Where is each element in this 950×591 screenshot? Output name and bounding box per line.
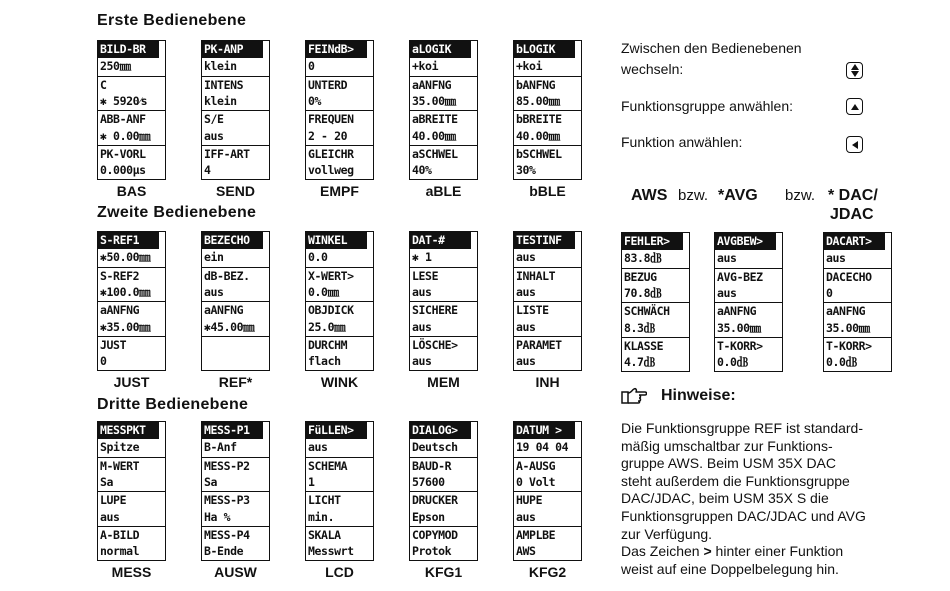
function-name: MESS-P2: [204, 458, 250, 473]
function-value: ein: [204, 249, 224, 264]
function-cell: [202, 457, 269, 492]
panel-label-empf: EMPF: [320, 183, 359, 199]
function-cell: [410, 232, 477, 267]
function-cell: [202, 267, 269, 302]
function-cell: [622, 233, 689, 268]
function-name: KLASSE: [624, 338, 664, 353]
panel-aws: [621, 232, 690, 372]
function-name: dB-BEZ.: [204, 268, 250, 283]
function-name: T-KORR>: [717, 338, 763, 353]
function-name: A-AUSG: [516, 458, 556, 473]
function-name: AVG-BEZ: [717, 269, 763, 284]
function-cell: [715, 268, 782, 303]
function-name: DURCHM: [308, 337, 348, 352]
function-name: ABB-ANF: [100, 112, 146, 127]
function-cell: [98, 145, 165, 180]
panel-inh: [513, 231, 582, 371]
hint-line: zur Verfügung.: [621, 525, 713, 542]
function-cell: [410, 110, 477, 145]
function-name: aANFNG: [717, 304, 757, 319]
panel-bas: [97, 40, 166, 180]
function-value: aus: [516, 319, 536, 334]
function-cell: [514, 145, 581, 180]
function-value: aus: [412, 354, 432, 369]
function-name: S/E: [204, 112, 224, 127]
function-cell: [306, 41, 373, 76]
function-cell: [715, 233, 782, 268]
function-name: DRUCKER: [412, 493, 458, 508]
panel-label-send: SEND: [216, 183, 255, 199]
function-cell: [306, 526, 373, 561]
function-name: PARAMET: [516, 337, 562, 352]
function-cell: [98, 232, 165, 267]
function-cell: [98, 41, 165, 76]
function-value: ✱35.00㎜: [100, 319, 151, 334]
function-name: MESS-P4: [204, 527, 250, 542]
function-value: 250㎜: [100, 58, 131, 73]
function-cell: [410, 491, 477, 526]
panel-kfg1: [409, 421, 478, 561]
hint-line: weist auf eine Doppelbelegung hin.: [621, 560, 839, 577]
dac-label-line1: * DAC/: [828, 187, 878, 204]
panel-label-kfg1: KFG1: [424, 564, 463, 580]
hints-text: [621, 420, 921, 578]
function-name: UNTERD: [308, 77, 348, 92]
function-name: HUPE: [516, 493, 543, 508]
function-name: LUPE: [100, 493, 127, 508]
function-value: +koi: [412, 58, 439, 73]
function-value: 0.0㏈: [826, 355, 857, 370]
function-name: S-REF2: [100, 268, 140, 283]
panel-just: [97, 231, 166, 371]
function-cell: [98, 110, 165, 145]
function-name: GLEICHR: [308, 146, 354, 161]
function-name: BEZUG: [624, 269, 657, 284]
function-value: aus: [516, 354, 536, 369]
function-cell: [306, 301, 373, 336]
nav-switch-levels-line2: wechseln:: [621, 61, 684, 77]
function-value: 0%: [308, 94, 322, 109]
function-name: M-WERT: [100, 458, 140, 473]
nav-select-function: Funktion anwählen:: [621, 134, 743, 150]
function-value: vollweg: [308, 163, 354, 178]
function-value: Ha %: [204, 509, 231, 524]
panel-label-kfg2: KFG2: [528, 564, 567, 580]
function-value: ✱45.00㎜: [204, 319, 255, 334]
panel-label-just: JUST: [113, 374, 150, 390]
function-value: 0: [100, 354, 107, 369]
double-assignment-symbol: >: [703, 543, 712, 560]
function-value: aus: [204, 128, 224, 143]
function-value: Epson: [412, 509, 445, 524]
function-name-selected: MESS-P1: [202, 422, 263, 439]
function-cell: [514, 267, 581, 302]
function-cell: [202, 41, 269, 76]
function-value: aus: [516, 509, 536, 524]
function-name: T-KORR>: [826, 338, 872, 353]
nav-switch-levels-line1: Zwischen den Bedienebenen: [621, 40, 802, 56]
function-value: min.: [308, 509, 335, 524]
function-value: B-Ende: [204, 544, 244, 559]
function-cell: [514, 301, 581, 336]
function-name: SCHEMA: [308, 458, 348, 473]
function-name: bANFNG: [516, 77, 556, 92]
aws-avg-dac-heading: [628, 186, 928, 226]
function-value: aus: [516, 249, 536, 264]
function-value: 83.8㏈: [624, 250, 662, 265]
function-name: C: [100, 77, 107, 92]
function-value: aus: [412, 319, 432, 334]
function-name-selected: WINKEL: [306, 232, 367, 249]
function-cell: [98, 336, 165, 371]
function-value: Sa: [100, 475, 114, 490]
function-value: 35.00㎜: [826, 320, 870, 335]
function-cell: [306, 76, 373, 111]
function-value: ✱ 0.00㎜: [100, 128, 151, 143]
function-value: ✱ 1: [412, 249, 432, 264]
function-value: Messwrt: [308, 544, 354, 559]
function-value: AWS: [516, 544, 536, 559]
function-cell: [514, 336, 581, 371]
function-value: ✱ 5920⁄s: [100, 94, 148, 109]
level-heading-second: Zweite Bedienebene: [97, 204, 257, 221]
function-value: 35.00㎜: [412, 94, 456, 109]
function-name-selected: FüLLEN>: [306, 422, 367, 439]
function-name: PK-VORL: [100, 146, 146, 161]
function-value: 85.00㎜: [516, 94, 560, 109]
function-value: Protok: [412, 544, 452, 559]
function-value: klein: [204, 58, 237, 73]
function-cell: [824, 233, 891, 268]
function-value: 57600: [412, 475, 445, 490]
function-value: 0: [826, 286, 833, 301]
function-cell: [202, 422, 269, 457]
function-cell: [410, 267, 477, 302]
function-name: bBREITE: [516, 112, 562, 127]
hint-line: Funktionsgruppen DAC/JDAC und AVG: [621, 507, 866, 524]
function-value: 2 - 20: [308, 128, 348, 143]
level-heading-third: Dritte Bedienebene: [97, 396, 249, 413]
function-cell: [98, 526, 165, 561]
function-name: BAUD-R: [412, 458, 452, 473]
function-cell: [306, 110, 373, 145]
function-cell: [514, 76, 581, 111]
function-value: 0.0: [308, 249, 328, 264]
avg-label: *AVG: [718, 187, 758, 204]
function-cell: [622, 302, 689, 337]
function-name-selected: TESTINF: [514, 232, 575, 249]
function-cell: [514, 232, 581, 267]
function-value: aus: [412, 285, 432, 300]
function-cell: [410, 526, 477, 561]
function-cell: [824, 268, 891, 303]
function-cell: [202, 232, 269, 267]
function-name: LÖSCHE>: [412, 337, 458, 352]
panel-label-mess: MESS: [111, 564, 152, 580]
function-cell: [622, 268, 689, 303]
panel-ref: [201, 231, 270, 371]
function-cell: [202, 526, 269, 561]
panel-lcd: [305, 421, 374, 561]
panel-label-bas: BAS: [116, 183, 147, 199]
function-cell: [514, 422, 581, 457]
function-name-selected: aLOGIK: [410, 41, 471, 58]
dac-label-line2: JDAC: [830, 206, 874, 223]
function-name: SKALA: [308, 527, 341, 542]
function-value: 0 Volt: [516, 475, 556, 490]
panel-mess: [97, 421, 166, 561]
function-name: MESS-P3: [204, 493, 250, 508]
function-value: [204, 353, 269, 370]
function-name: bSCHWEL: [516, 146, 562, 161]
function-cell: [306, 267, 373, 302]
function-cell: [202, 491, 269, 526]
function-name-selected: PK-ANP: [202, 41, 263, 58]
function-name: aSCHWEL: [412, 146, 458, 161]
hint-line: [621, 543, 921, 561]
hints-heading: [621, 387, 736, 405]
function-name-selected: DIALOG>: [410, 422, 471, 439]
panel-bble: [513, 40, 582, 180]
panel-label-wink: WINK: [320, 374, 359, 390]
function-cell: [824, 302, 891, 337]
function-value: 40.00㎜: [516, 128, 560, 143]
function-cell: [514, 110, 581, 145]
hint-text: Das Zeichen: [621, 543, 704, 560]
function-cell: [202, 301, 269, 336]
function-name-selected: BILD-BR: [98, 41, 159, 58]
function-value: 40.00㎜: [412, 128, 456, 143]
function-cell: [202, 76, 269, 111]
function-name: OBJDICK: [308, 303, 354, 318]
function-value: 19 04 04: [516, 439, 569, 454]
function-value: aus: [204, 285, 224, 300]
panel-empf: [305, 40, 374, 180]
function-cell: [306, 232, 373, 267]
function-name: INHALT: [516, 268, 556, 283]
panel-label-mem: MEM: [427, 374, 460, 390]
up-key-icon: [846, 98, 863, 115]
pointing-hand-icon: [621, 387, 647, 405]
function-name: FREQUEN: [308, 112, 354, 127]
function-value: 25.0㎜: [308, 319, 346, 334]
function-name: LESE: [412, 268, 439, 283]
function-value: 40%: [412, 163, 432, 178]
panel-label-lcd: LCD: [325, 564, 354, 580]
function-cell: [98, 457, 165, 492]
panel-mem: [409, 231, 478, 371]
function-name: DACECHO: [826, 269, 872, 284]
function-value: 4: [204, 163, 211, 178]
panel-label-inh: INH: [535, 374, 560, 390]
function-cell: [202, 336, 269, 371]
hints-heading-text: Hinweise:: [661, 387, 736, 404]
function-cell: [306, 336, 373, 371]
function-name: aANFNG: [204, 303, 244, 318]
function-name: A-BILD: [100, 527, 140, 542]
function-name-selected: bLOGIK: [514, 41, 575, 58]
function-cell: [410, 301, 477, 336]
function-cell: [202, 145, 269, 180]
function-name: aANFNG: [100, 303, 140, 318]
function-cell: [410, 76, 477, 111]
function-cell: [514, 526, 581, 561]
function-value: aus: [516, 285, 536, 300]
function-cell: [98, 76, 165, 111]
function-name-selected: DATUM >: [514, 422, 575, 439]
function-name-selected: BEZECHO: [202, 232, 263, 249]
function-name-selected: DAT-#: [410, 232, 471, 249]
function-name: LISTE: [516, 303, 549, 318]
level-heading-first: Erste Bedienebene: [97, 12, 247, 29]
function-cell: [410, 41, 477, 76]
panel-label-ausw: AUSW: [214, 564, 257, 580]
function-value: ✱50.00㎜: [100, 249, 151, 264]
function-name: aBREITE: [412, 112, 458, 127]
function-name: COPYMOD: [412, 527, 458, 542]
panel-able: [409, 40, 478, 180]
function-cell: [306, 491, 373, 526]
panel-label-ref: REF*: [218, 374, 253, 390]
function-value: 4.7㏈: [624, 355, 655, 370]
function-name-selected: FEINdB>: [306, 41, 367, 58]
nav-select-group: Funktionsgruppe anwählen:: [621, 98, 794, 114]
hint-line: gruppe AWS. Beim USM 35X DAC: [621, 455, 837, 472]
aws-label: AWS: [631, 187, 668, 204]
function-name: SCHWÄCH: [624, 304, 670, 319]
hint-line: Die Funktionsgruppe REF ist standard-: [621, 420, 863, 436]
function-value: aus: [717, 250, 737, 265]
function-value: aus: [100, 509, 120, 524]
function-name: aANFNG: [412, 77, 452, 92]
function-cell: [306, 457, 373, 492]
function-name: aANFNG: [826, 304, 866, 319]
function-name: IFF-ART: [204, 146, 250, 161]
function-value: 0.000µs: [100, 163, 146, 178]
panel-label-bble: bBLE: [529, 183, 566, 199]
function-cell: [98, 301, 165, 336]
function-cell: [715, 337, 782, 372]
function-value: +koi: [516, 58, 543, 73]
hint-line: steht außerdem die Funktionsgruppe: [621, 472, 850, 489]
function-cell: [98, 267, 165, 302]
function-value: B-Anf: [204, 439, 237, 454]
hint-line: DAC/JDAC, beim USM 35X S die: [621, 490, 829, 507]
hint-line: mäßig umschaltbar zur Funktions-: [621, 437, 833, 454]
left-key-icon: [846, 136, 863, 153]
function-value: 35.00㎜: [717, 320, 761, 335]
function-cell: [410, 336, 477, 371]
function-cell: [410, 457, 477, 492]
function-cell: [306, 145, 373, 180]
function-value: Spitze: [100, 439, 140, 454]
function-name-selected: MESSPKT: [98, 422, 159, 439]
function-value: 70.8㏈: [624, 286, 662, 301]
function-cell: [306, 422, 373, 457]
function-value: ✱100.0㎜: [100, 285, 151, 300]
function-value: 8.3㏈: [624, 320, 655, 335]
function-cell: [622, 337, 689, 372]
function-value: aus: [717, 286, 737, 301]
function-name-selected: FEHLER>: [622, 233, 683, 250]
function-cell: [514, 491, 581, 526]
up-down-key-icon: [846, 62, 863, 79]
panel-dac: [823, 232, 892, 372]
panel-kfg2: [513, 421, 582, 561]
function-cell: [202, 110, 269, 145]
function-cell: [98, 422, 165, 457]
function-name: X-WERT>: [308, 268, 354, 283]
function-value: Deutsch: [412, 439, 458, 454]
function-cell: [98, 491, 165, 526]
function-name: JUST: [100, 337, 127, 352]
panel-send: [201, 40, 270, 180]
function-value: klein: [204, 94, 237, 109]
hint-text: hinter einer Funktion: [711, 543, 844, 560]
function-name: [204, 337, 269, 354]
function-value: normal: [100, 544, 140, 559]
function-name: INTENS: [204, 77, 244, 92]
panel-label-able: aBLE: [425, 183, 462, 199]
panel-ausw: [201, 421, 270, 561]
function-value: 30%: [516, 163, 536, 178]
function-name: AMPLBE: [516, 527, 556, 542]
function-name-selected: AVGBEW>: [715, 233, 776, 250]
function-value: aus: [826, 250, 846, 265]
function-cell: [514, 457, 581, 492]
panel-wink: [305, 231, 374, 371]
function-name-selected: DACART>: [824, 233, 885, 250]
function-name: SICHERE: [412, 303, 458, 318]
function-value: flach: [308, 354, 341, 369]
function-cell: [410, 145, 477, 180]
function-value: 0: [308, 58, 315, 73]
panel-avg: [714, 232, 783, 372]
bzw-label-1: bzw.: [678, 187, 709, 204]
bzw-label-2: bzw.: [785, 187, 816, 204]
function-cell: [410, 422, 477, 457]
function-value: 0.0㎜: [308, 285, 339, 300]
function-value: aus: [308, 439, 328, 454]
function-cell: [824, 337, 891, 372]
function-name: LICHT: [308, 493, 341, 508]
function-value: Sa: [204, 475, 218, 490]
function-name-selected: S-REF1: [98, 232, 159, 249]
function-value: 1: [308, 475, 315, 490]
function-value: 0.0㏈: [717, 355, 748, 370]
function-cell: [514, 41, 581, 76]
function-cell: [715, 302, 782, 337]
